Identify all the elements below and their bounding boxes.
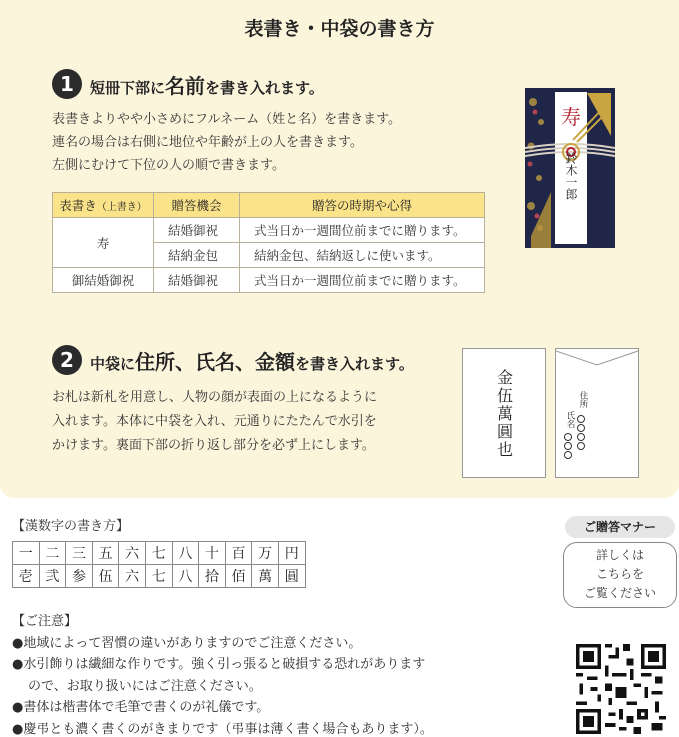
kanji-cell: 佰 bbox=[225, 565, 252, 588]
inner-envelope-back bbox=[555, 348, 639, 478]
page-title: 表書き・中袋の書き方 bbox=[244, 18, 435, 40]
kanji-cell: 二 bbox=[39, 542, 66, 565]
table-cell-kotobuki: 寿 bbox=[53, 218, 154, 268]
step-1-title-pre: 短冊下部に bbox=[90, 78, 166, 97]
note-item: ●地域によって習慣の違いがありますのでご注意ください。 bbox=[12, 635, 362, 651]
name-box bbox=[564, 433, 572, 441]
table-cell-occasion: 結婚御祝 bbox=[154, 218, 240, 243]
kanji-cell: 百 bbox=[225, 542, 252, 565]
table-cell-occasion: 結婚御祝 bbox=[154, 268, 240, 293]
name-boxes bbox=[564, 433, 572, 459]
step-1-line: 表書きよりやや小さめにフルネーム（姓と名）を書きます。 bbox=[52, 112, 402, 127]
step-2-description bbox=[52, 386, 377, 458]
table-cell-note: 式当日か一週間位前までに贈ります。 bbox=[240, 218, 485, 243]
notes-label: 【ご注意】 bbox=[12, 614, 78, 629]
step-1-heading bbox=[52, 69, 324, 99]
step-1-line: 左側にむけて下位の人の順で書きます。 bbox=[52, 158, 285, 173]
name-label: 氏名 bbox=[565, 411, 575, 428]
step-2-title-name: 氏名 bbox=[195, 349, 236, 374]
kanji-cell: 円 bbox=[278, 542, 305, 565]
amount-text: 金伍萬圓也 bbox=[494, 369, 514, 459]
name-box bbox=[564, 442, 572, 450]
note-item: ●書体は楷書体で毛筆で書くのが礼儀です。 bbox=[12, 700, 270, 715]
kanji-cell: 六 bbox=[119, 565, 146, 588]
shugibukuro-image bbox=[525, 88, 615, 248]
manner-line: 詳しくは bbox=[595, 548, 644, 562]
kanji-cell: 圓 bbox=[278, 565, 305, 588]
kotobuki-mark: 寿 bbox=[561, 105, 581, 129]
step-2-title-pre: 中袋に bbox=[90, 354, 136, 373]
manner-link[interactable] bbox=[563, 516, 677, 610]
step-2-line: 入れます。本体に中袋を入れ、元通りにたたんで水引を bbox=[52, 414, 377, 429]
step-2-title bbox=[90, 346, 414, 375]
envelope-flap bbox=[556, 349, 638, 369]
kanji-row-formal bbox=[13, 565, 306, 588]
step-2-number: 2 bbox=[52, 345, 82, 375]
table-cell-occasion: 結納金包 bbox=[154, 243, 240, 268]
address-box bbox=[577, 415, 585, 423]
kanji-cell: 六 bbox=[119, 542, 146, 565]
kanji-cell: 八 bbox=[172, 565, 199, 588]
step-2-title-sep: 、 bbox=[235, 349, 256, 374]
step-1-title bbox=[90, 70, 324, 99]
step-1-description bbox=[52, 108, 401, 177]
manner-bubble bbox=[563, 542, 677, 608]
kanji-cell: 七 bbox=[145, 565, 172, 588]
header-text: 表書き bbox=[59, 198, 97, 213]
manner-line: こちらを bbox=[595, 567, 644, 581]
table-cell-note: 式当日か一週間位前までに贈ります。 bbox=[240, 268, 485, 293]
name-box bbox=[564, 451, 572, 459]
step-1-title-emphasis: 名前 bbox=[165, 73, 206, 98]
sender-name: 鈴木一郎 bbox=[564, 152, 578, 200]
step-2-title-amount: 金額 bbox=[255, 349, 296, 374]
kanji-cell: 十 bbox=[199, 542, 226, 565]
table-header-occasion: 贈答機会 bbox=[154, 193, 240, 218]
step-2-heading bbox=[52, 345, 414, 375]
kanji-section-label: 【漢数字の書き方】 bbox=[12, 519, 130, 534]
qr-code[interactable] bbox=[576, 644, 666, 734]
table-row bbox=[53, 218, 485, 243]
table-header-omotegaki bbox=[53, 193, 154, 218]
address-label: 住所 bbox=[578, 391, 588, 408]
step-2-line: かけます。裏面下部の折り返し部分を必ず上にします。 bbox=[52, 438, 375, 453]
note-item: ●慶弔とも濃く書くのがきまりです（弔事は薄く書く場合もあります）。 bbox=[12, 721, 433, 737]
address-box bbox=[577, 442, 585, 450]
kanji-numeral-table bbox=[12, 541, 306, 588]
kanji-cell: 拾 bbox=[199, 565, 226, 588]
note-item: ので、お取り扱いにはご注意ください。 bbox=[28, 678, 262, 694]
step-2-title-sep: 、 bbox=[175, 349, 196, 374]
header-small: （上書き） bbox=[96, 202, 147, 213]
inner-envelope-front bbox=[462, 348, 546, 478]
table-cell-label: 御結婚御祝 bbox=[53, 268, 154, 293]
kanji-cell: 三 bbox=[66, 542, 93, 565]
kanji-cell: 参 bbox=[66, 565, 93, 588]
address-box bbox=[577, 424, 585, 432]
address-boxes bbox=[577, 415, 585, 450]
step-1-number: 1 bbox=[52, 69, 82, 99]
table-cell-note: 結納金包、結納返しに使います。 bbox=[240, 243, 485, 268]
kanji-cell: 万 bbox=[252, 542, 279, 565]
kanji-cell: 七 bbox=[145, 542, 172, 565]
kanji-cell: 八 bbox=[172, 542, 199, 565]
kanji-cell: 伍 bbox=[92, 565, 119, 588]
manner-tag: ご贈答マナー bbox=[565, 516, 675, 538]
kanji-cell: 弐 bbox=[39, 565, 66, 588]
step-2-title-post: を書き入れます。 bbox=[295, 354, 414, 373]
note-item: ●水引飾りは繊細な作りです。強く引っ張ると破損する恐れがあります bbox=[12, 657, 426, 672]
address-box bbox=[577, 433, 585, 441]
step-1-title-post: を書き入れます。 bbox=[205, 78, 324, 97]
kanji-cell: 一 bbox=[13, 542, 40, 565]
notes-section bbox=[12, 611, 552, 737]
table-row bbox=[53, 268, 485, 293]
step-2-title-address: 住所 bbox=[135, 349, 176, 374]
table-header-timing: 贈答の時期や心得 bbox=[240, 193, 485, 218]
kanji-cell: 五 bbox=[92, 542, 119, 565]
step-2-line: お札は新札を用意し、人物の顔が表面の上になるように bbox=[52, 390, 378, 405]
step-1-line: 連名の場合は右側に地位や年齢が上の人を書きます。 bbox=[52, 135, 363, 150]
kanji-row-common bbox=[13, 542, 306, 565]
omotegaki-table bbox=[52, 192, 485, 293]
kanji-cell: 萬 bbox=[252, 565, 279, 588]
kanji-cell: 壱 bbox=[13, 565, 40, 588]
manner-line: ご覧ください bbox=[583, 586, 656, 600]
